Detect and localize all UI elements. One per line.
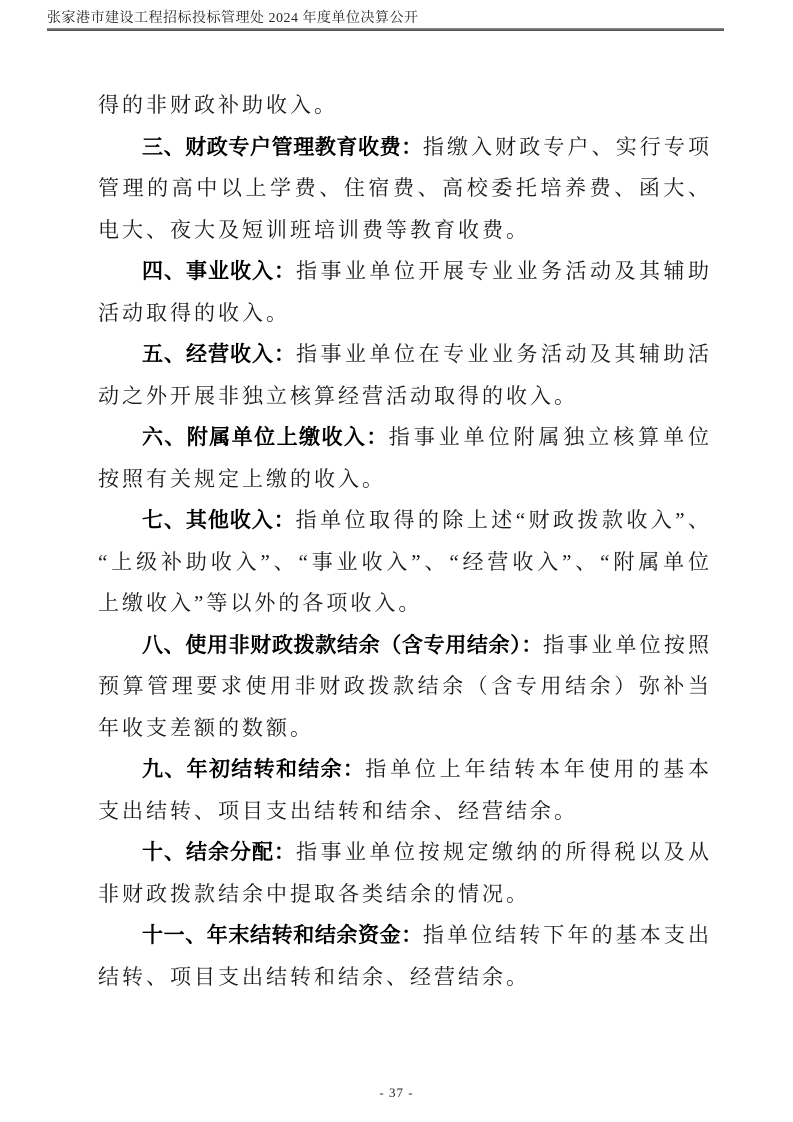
page-header bbox=[47, 11, 724, 31]
paragraph-item-11 bbox=[98, 915, 712, 998]
paragraph-item-6 bbox=[98, 417, 712, 500]
paragraph-item-3 bbox=[98, 127, 712, 252]
header-rule bbox=[47, 28, 724, 31]
term-definition: 指事业单位附属独立核算单位按照有关规定上缴的收入。 bbox=[98, 425, 713, 491]
paragraph-item-10 bbox=[98, 832, 712, 915]
term-label: 六、附属单位上缴收入： bbox=[142, 426, 389, 449]
term-label: 五、经营收入： bbox=[142, 343, 296, 366]
term-definition: 指单位上年结转本年使用的基本支出结转、项目支出结转和结余、经营结余。 bbox=[98, 757, 713, 823]
page-footer bbox=[0, 1084, 793, 1102]
term-label: 八、使用非财政拨款结余（含专用结余）： bbox=[142, 633, 544, 657]
paragraph-item-4 bbox=[98, 251, 712, 334]
paragraph-continuation bbox=[98, 85, 712, 127]
paragraph-text: 得的非财政补助收入。 bbox=[98, 93, 338, 117]
term-definition: 指单位取得的除上述“财政拨款收入”、“上级补助收入”、“事业收入”、“经营收入”、“附属单位上缴收入”等以外的各项收入。 bbox=[98, 508, 713, 615]
document-body bbox=[98, 85, 712, 998]
term-label: 七、其他收入： bbox=[142, 509, 296, 532]
paragraph-item-5 bbox=[98, 334, 712, 417]
paragraph-item-9 bbox=[98, 749, 712, 832]
term-label: 四、事业收入： bbox=[142, 260, 296, 283]
term-definition: 指缴入财政专户、实行专项管理的高中以上学费、住宿费、高校委托培养费、函大、电大、夜大及短训班培训费等教育收费。 bbox=[98, 134, 713, 242]
paragraph-item-7 bbox=[98, 500, 712, 625]
term-definition: 指单位结转下年的基本支出结转、项目支出结转和结余、经营结余。 bbox=[98, 923, 713, 989]
term-label: 十、结余分配： bbox=[142, 841, 296, 864]
term-label: 三、财政专户管理教育收费： bbox=[142, 135, 423, 159]
term-label: 十一、年末结转和结余资金： bbox=[142, 924, 423, 947]
paragraph-item-8 bbox=[98, 625, 712, 750]
term-label: 九、年初结转和结余： bbox=[142, 758, 366, 781]
term-definition: 指事业单位在专业业务活动及其辅助活动之外开展非独立核算经营活动取得的收入。 bbox=[98, 342, 712, 408]
term-definition: 指事业单位按规定缴纳的所得税以及从非财政拨款结余中提取各类结余的情况。 bbox=[98, 840, 712, 906]
term-definition: 指事业单位按照预算管理要求使用非财政拨款结余（含专用结余）弥补当年收支差额的数额。 bbox=[98, 632, 713, 740]
page-number: - 37 - bbox=[379, 1085, 414, 1100]
term-definition: 指事业单位开展专业业务活动及其辅助活动取得的收入。 bbox=[98, 259, 712, 325]
header-title: 张家港市建设工程招标投标管理处 2024 年度单位决算公开 bbox=[47, 11, 419, 26]
